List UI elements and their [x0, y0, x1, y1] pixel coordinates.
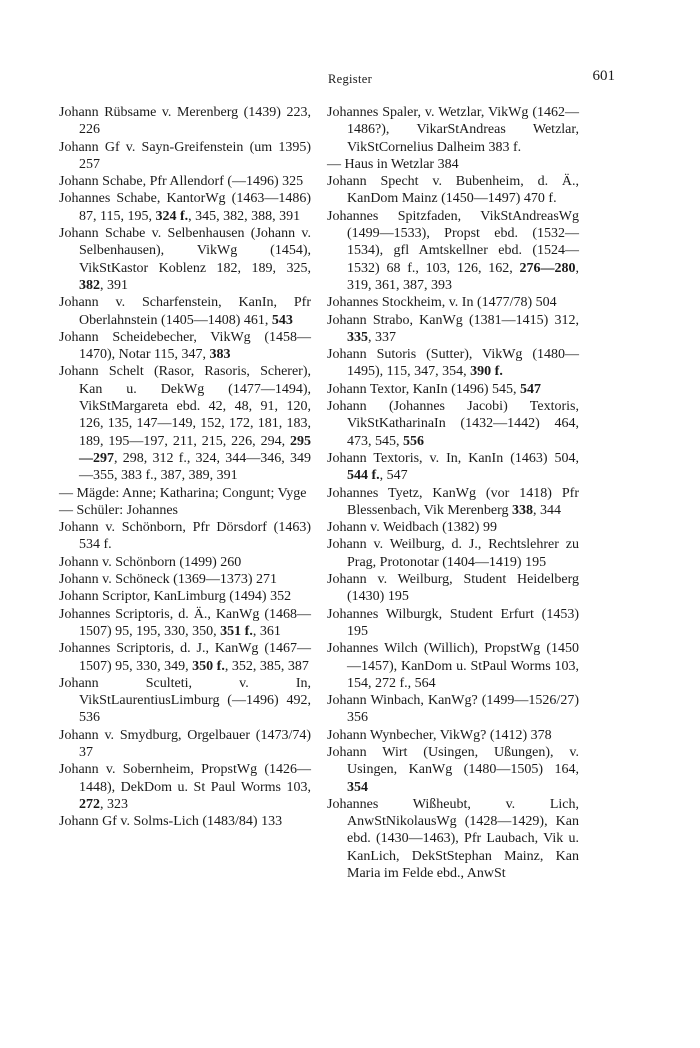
entry-text: Johann v. Smydburg, Orgelbauer (1473/74) 37	[59, 727, 311, 760]
entry-text: Johann Wynbecher, VikWg? (1412) 378	[327, 727, 552, 743]
entry-text: Johannes Wilch (Willich), PropstWg (1450—1457), KanDom u. StPaul Worms 103, 154, 272 f., 564	[327, 641, 579, 691]
entry-text: Johann Winbach, KanWg? (1499—1526/27) 356	[327, 693, 579, 726]
bold-page-ref: 350 f.	[192, 658, 225, 674]
index-entry	[59, 485, 311, 502]
entry-text: , 337	[368, 329, 396, 345]
bold-page-ref: 543	[271, 312, 293, 328]
bold-page-ref: 390 f.	[470, 364, 503, 380]
bold-page-ref: 544 f.	[347, 468, 380, 484]
index-entry	[327, 727, 579, 744]
entry-text: Johannes Wißheubt, v. Lich, AnwStNikolausWg (1428—1429), Kan ebd. (1430—1463), Pfr Laubach, Vik u. KanLich, DekStStephan Mainz, Kan Maria im Felde ebd., AnwSt	[327, 796, 579, 882]
index-entry	[327, 519, 579, 536]
index-entry	[59, 363, 311, 484]
entry-text: , 352, 385, 387	[224, 658, 309, 674]
index-entry	[59, 606, 311, 641]
entry-text: Johann Gf v. Sayn-Greifenstein (um 1395) 257	[59, 139, 311, 172]
entry-text: Johann v. Schöneck (1369—1373) 271	[59, 572, 278, 588]
entry-text: Johannes Wilburgk, Student Erfurt (1453) 195	[327, 606, 579, 639]
bold-page-ref: 354	[347, 779, 368, 795]
entry-text: Johann Gf v. Solms-Lich (1483/84) 133	[59, 814, 283, 830]
entry-text: , 319, 361, 387, 393	[347, 260, 579, 293]
bold-page-ref: 556	[403, 433, 424, 449]
bold-page-ref: 276—280	[519, 260, 576, 276]
index-entry	[327, 640, 579, 692]
entry-text: Johann Rübsame v. Merenberg (1439) 223, 226	[59, 105, 311, 138]
index-entry	[327, 536, 579, 571]
bold-page-ref: 338	[512, 502, 534, 518]
entry-text: Johann Schabe, Pfr Allendorf (—1496) 325	[59, 174, 304, 190]
entry-text: Johannes Spitzfaden, VikStAndreasWg (1499—1533), Propst ebd. (1532—1534), gfl Amtskellner ebd. (1524—1532) 68 f., 103, 126, 162,	[327, 208, 579, 276]
entry-text: Johannes Schabe, KantorWg (1463—1486) 87, 115, 195,	[59, 191, 311, 224]
index-entry	[327, 398, 579, 450]
entry-text: Johann (Johannes Jacobi) Textoris, VikStKatharinaIn (1432—1442) 464, 473, 545,	[327, 399, 579, 449]
index-entry	[59, 571, 311, 588]
entry-text: Johann Specht v. Bubenheim, d. Ä., KanDom Mainz (1450—1497) 470 f.	[327, 174, 579, 207]
entry-text: Johann v. Weilburg, d. J., Rechtslehrer zu Prag, Protonotar (1404—1419) 195	[327, 537, 579, 570]
entry-text: , 391	[100, 277, 128, 293]
index-column-right	[327, 104, 579, 882]
index-entry	[59, 329, 311, 364]
entry-text: Johannes Stockheim, v. In (1477/78) 504	[327, 295, 557, 311]
index-entry	[59, 588, 311, 605]
entry-text: Johann v. Schönborn, Pfr Dörsdorf (1463) 534 f.	[59, 520, 311, 553]
entry-text: Johann Textoris, v. In, KanIn (1463) 504,	[327, 450, 579, 466]
entry-text: Johann Scriptor, KanLimburg (1494) 352	[59, 589, 292, 605]
index-entry	[327, 294, 579, 311]
entry-text: Johann Wirt (Usingen, Ußungen), v. Usingen, KanWg (1480—1505) 164,	[327, 744, 579, 778]
index-entry	[59, 761, 311, 813]
index-column-left	[59, 104, 311, 830]
index-entry	[59, 139, 311, 174]
index-entry	[59, 727, 311, 762]
index-entry	[327, 571, 579, 606]
entry-text: Johannes Spaler, v. Wetzlar, VikWg (1462—1486?), VikarStAndreas Wetzlar, VikStCornelius Dalheim 383 f.	[327, 105, 579, 155]
bold-page-ref: 335	[347, 329, 368, 345]
entry-text: , 547	[379, 468, 408, 484]
entry-text: , 323	[100, 796, 128, 812]
index-entry	[59, 502, 311, 519]
bold-page-ref: 351 f.	[220, 623, 253, 639]
bold-page-ref: 272	[79, 796, 100, 812]
bold-page-ref: 382	[79, 277, 100, 293]
index-entry	[327, 104, 579, 156]
index-entry	[327, 173, 579, 208]
index-entry	[59, 640, 311, 675]
index-entry	[327, 312, 579, 347]
entry-text: Johannes Scriptoris, d. Ä., KanWg (1468—1507) 95, 195, 330, 350,	[59, 606, 311, 639]
index-entry	[59, 190, 311, 225]
entry-text: Johann Schelt (Rasor, Rasoris, Scherer), Kan u. DekWg (1477—1494), VikStMargareta ebd. 42, 48, 91, 120, 126, 135, 147—149, 152, 172, 181, 183, 189, 195—197, 211, 215, 226, 294,	[59, 364, 311, 449]
index-entry	[59, 554, 311, 571]
entry-text: , 345, 382, 388, 391	[188, 208, 301, 224]
entry-text: Johann v. Weidbach (1382) 99	[327, 520, 497, 536]
index-entry	[327, 381, 579, 398]
entry-text: Johannes Tyetz, KanWg (vor 1418) Pfr Blessenbach, Vik Merenberg	[327, 485, 579, 518]
index-entry	[327, 346, 579, 381]
index-entry	[327, 744, 579, 796]
entry-text: Johann v. Sobernheim, PropstWg (1426—1448), DekDom u. St Paul Worms 103,	[59, 762, 311, 795]
entry-text: , 344	[533, 502, 562, 518]
entry-text: Johannes Scriptoris, d. J., KanWg (1467—1507) 95, 330, 349,	[59, 641, 311, 674]
bold-page-ref: 295—297	[79, 433, 311, 466]
running-header: Register	[327, 72, 373, 86]
bold-page-ref: 547	[520, 381, 541, 397]
entry-text: Johann Strabo, KanWg (1381—1415) 312,	[327, 312, 579, 328]
entry-text: Johann v. Scharfenstein, KanIn, Pfr Oberlahnstein (1405—1408) 461,	[59, 295, 311, 328]
index-entry	[327, 692, 579, 727]
bold-page-ref: 383	[209, 347, 231, 363]
index-entry	[327, 606, 579, 641]
entry-text: — Haus in Wetzlar 384	[327, 156, 459, 172]
entry-text: , 361	[252, 623, 281, 639]
index-entry	[59, 813, 311, 830]
index-entry	[59, 225, 311, 294]
index-entry	[327, 796, 579, 882]
entry-text: Johann Sculteti, v. In, VikStLaurentiusLimburg (—1496) 492, 536	[59, 675, 311, 726]
entry-text: Johann Schabe v. Selbenhausen (Johann v. Selbenhausen), VikWg (1454), VikStKastor Koblenz 182, 189, 325,	[59, 226, 311, 276]
page-number: 601	[592, 68, 615, 84]
entry-text: — Schüler: Johannes	[59, 502, 178, 518]
index-entry	[59, 294, 311, 329]
entry-text: Johann v. Weilburg, Student Heidelberg (1430) 195	[327, 572, 579, 605]
index-entry	[327, 450, 579, 485]
index-entry	[327, 208, 579, 294]
entry-text: , 298, 312 f., 324, 344—346, 349—355, 383 f., 387, 389, 391	[79, 450, 311, 484]
bold-page-ref: 324 f.	[155, 208, 189, 224]
entry-text: Johann Sutoris (Sutter), VikWg (1480—1495), 115, 347, 354,	[327, 347, 579, 380]
entry-text: — Mägde: Anne; Katharina; Congunt; Vyge	[59, 485, 307, 501]
entry-text: Johann Scheidebecher, VikWg (1458—1470), Notar 115, 347,	[59, 329, 311, 363]
index-entry	[327, 485, 579, 520]
index-entry	[59, 675, 311, 727]
index-entry	[59, 104, 311, 139]
index-entry	[59, 519, 311, 554]
entry-text: Johann v. Schönborn (1499) 260	[59, 554, 242, 570]
index-entry	[59, 173, 311, 190]
index-entry	[327, 156, 579, 173]
entry-text: Johann Textor, KanIn (1496) 545,	[327, 381, 520, 397]
